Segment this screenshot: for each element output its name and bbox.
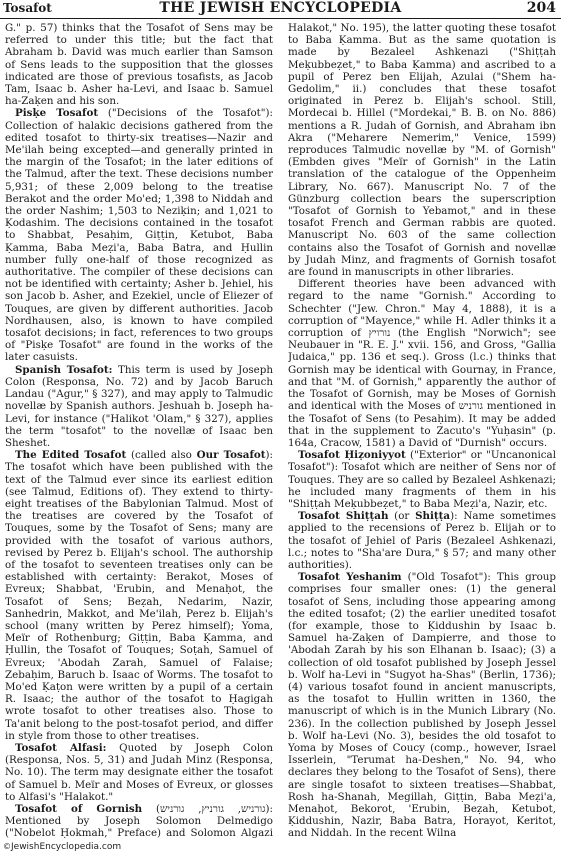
copyright-mark: ©: [3, 842, 11, 851]
footer-site[interactable]: JewishEncyclopedia.com: [11, 842, 122, 852]
entry-heading: Tosafot Ḥiẓoniyyot: [298, 449, 406, 462]
entry-heading: Tosafot Alfasi:: [15, 741, 107, 754]
entry-heading: Tosafot of Gornish: [15, 803, 143, 815]
entry-heading: Tosafot Shiṭṭah: [298, 510, 389, 523]
entry-text: ): The tosafot which have been published with the text of the Talmud ever since its earliest edition (see Talmud, Editions of). They extend to thirty-eight treatises of the Babylonian Talmud. Most of the treatises are covered by the Tosafot of Touques, some by the Tosafot of Sens; many are provided with the tosafot of various authors, revised by Perez b. Elijah's school. The authorship of the tosafot to seventeen treatises only can be established with certainty: Berakot, Moses of Evreux; Shabbat, 'Erubin, and Menaḥot, the Tosafot of Sens; Beẓah, Nedarim, Nazir, Sanhedrin, Makkot, and Me'ilah, Perez b. Elijah's school (many written by Perez himself); Yoma, Meïr of Rothenburg; Giṭṭin, Baba Ḳamma, and Ḥullin, the Tosafot of Touques; Soṭah, Samuel of Evreux; 'Abodah Zarah, Samuel of Falaise; Zebaḥim, Baruch b. Isaac of Worms. The tosafot to Mo'ed Ḳaṭon were written by a pupil of a certain R. Isaac; the author of the tosafot to Ḥagigah wrote tosafot to other treatises also. Those to Ta'anit belong to the post-tosafot period, and differ in style from those to other treatises.: [5, 449, 273, 742]
page-title: THE JEWISH ENCYCLOPEDIA: [159, 0, 402, 16]
entry-text: Mentioned by Joseph Solomon Delmedigo ("Nobelot Ḥokmah," Preface) and Solomon Algazi: [5, 815, 273, 840]
entry-text: Different theories have been advanced with regard to the name "Gornish." According to Schechter ("Jew. Chron." May 4, 1888), it is a corruption of "Mayence," while H. Adler thinks it a corruption of נורויץ (the English "Norwich"; see Neubauer in "R. E. J." xvii. 156, and Gross, "Gallia Judaica," pp. 136 et seq.). Gross (l.c.) thinks that Gornish may be identical with Gournay, in France, and that "M. of Gornish," apparently the author of the Tosafot of Gornish, may be Moses of Gornish and identical with the Moses of גורניש mentioned in the Tosafot of Sens (to Pesaḥim). It may be added that in the supplement to Zacuto's "Yuḥasin" (p. 164a, Cracow, 1581) a David of "Durnish" occurs.: [288, 278, 556, 449]
article-entry: [5, 107, 273, 363]
article-entry: [5, 364, 273, 449]
entry-heading: Spanish Tosafot:: [15, 363, 113, 376]
article-entry: [5, 742, 273, 803]
header-rule: [0, 18, 561, 19]
entry-heading: The Edited Tosafot: [15, 449, 127, 462]
entry-heading-note: (called also: [126, 449, 197, 462]
entry-heading-alt: Shiṭṭa: [415, 510, 451, 523]
entry-text: This term is used by Joseph Colon (Responsa, No. 72) and by Jacob Baruch Landau ("Agur," § 327), and may apply to Talmudic novellæ by Spanish authors. Jeshuah b. Joseph ha-Levi, for instance ("Halikot 'Olam," § 327), applies the term "tosafot" to the novellæ of Isaac ben Sheshet.: [5, 363, 273, 449]
paragraph: [288, 278, 556, 449]
entry-heading: Pisḳe Tosafot: [15, 107, 99, 120]
entry-text: ("Decisions of the Tosafot"): Collection of halakic decisions gathered from the edited tosafot to thirty-six treatises—Nazir and Me'ilah being excepted—and generally printed in the margin of the Tosafot; in the later editions of the Talmud, after the text. These decisions number 5,931; of these 2,009 belong to the treatise Berakot and the order Mo'ed; 1,398 to Niddah and the order Nashim; 1,503 to Neziḳin; and 1,021 to Ḳodashim. The decisions contained in the tosafot to Shabbat, Pesaḥim, Giṭṭin, Ketubot, Baba Ḳamma, Baba Meẓi'a, Baba Batra, and Ḥullin number fully one-half of those recognized as authoritative. The compiler of these decisions can not be identified with certainty; Asher b. Jehiel, his son Jacob b. Asher, and Ezekiel, uncle of Eliezer of Touques, are given by different authorities. Jacob Nordhausen, also, is known to have compiled tosafot decisions; in fact, references to two groups of "Pisḳe Tosafot" are found in the works of the later casuists.: [5, 107, 273, 364]
entry-heading-note: (or: [388, 510, 416, 523]
entry-text: ("Exterior" or "Uncanonical Tosafot"): Tosafot which are neither of Sens nor of Touques. They are so called by Bezaleel Ashkenazi; he included many fragments of them in his "Shiṭṭah Meḳubbeẓet," to Baba Meẓi'a, Nazir, etc.: [288, 449, 556, 510]
running-head: Tosafot: [3, 1, 52, 15]
article-entry: [5, 449, 273, 742]
entry-heading-alt: Our Tosafot: [196, 449, 266, 462]
entry-text: ): Name sometimes applied to the recensions of Perez b. Elijah or to the tosafot of Jehiel of Paris (Bezaleel Ashkenazi, l.c.; notes to "Sha'are Dura," § 57; and many other authorities).: [288, 510, 556, 571]
paragraph: [288, 22, 556, 278]
left-column: [5, 22, 273, 840]
entry-text: Quoted by Joseph Colon (Responsa, Nos. 5, 31) and Judah Minz (Responsa, No. 10). The term may designate either the tosafot of Samuel b. Meïr and Moses of Evreux, or glosses to Alfasi's "Halakot.": [5, 741, 273, 803]
entry-heading-note: (גורניש, גורניץ, גורניש):: [142, 803, 273, 815]
right-column: [288, 22, 556, 840]
entry-text: G." p. 57) thinks that the Tosafot of Sens may be referred to under this title; but the fact that Abraham b. David was much earlier than Samson of Sens leads to the supposition that the glosses indicated are those of previous tosafists, as Jacob Tam, Isaac b. Asher ha-Levi, and Isaac b. Samuel ha-Zaḳen and his son.: [5, 22, 273, 108]
entry-heading: Tosafot Yeshanim: [298, 571, 402, 584]
entry-text: Halakot," No. 195), the latter quoting these tosafot to Baba Ḳamma. But as the same quotation is made by Bezaleel Ashkenazi ("Shiṭṭah Meḳubbeẓet," to Baba Ḳamma) and ascribed to a pupil of Perez ben Elijah, Azulai ("Shem ha-Gedolim," ii.) concludes that these tosafot originated in Perez b. Elijah's school. Still, Mordecai b. Hillel ("Mordekai," B. B. on No. 886) mentions a R. Judah of Gornish, and Abraham ibn Akra ("Meharere Nemerim," Venice, 1599) reproduces Talmudic novellæ by "M. of Gornish" (Embden gives "Meïr of Gornish" in the Latin translation of the catalogue of the Oppenheim Library, No. 667). Manuscript No. 7 of the Günzburg collection bears the superscription "Tosafot of Gornish to Yebamot," and in these tosafot French and German rabbis are quoted. Manuscript No. 603 of the same collection contains also the Tosafot of Gornish and novellæ by Judah Minz, and fragments of Gornish tosafot are found in manuscripts in other libraries.: [288, 22, 556, 279]
page-number: 204: [526, 0, 556, 16]
entry-text: ("Old Tosafot"): This group comprises four smaller ones: (1) the general tosafot of Sens, including those appearing among the edited tosafot; (2) the earlier unedited tosafot (for example, those to Ḳiddushin by Isaac b. Samuel ha-Zaḳen of Dampierre, and those to 'Abodah Zarah by his son Elhanan b. Isaac); (3) a collection of old tosafot published by Joseph Jessel b. Wolf ha-Levi in "Sugyot ha-Shas" (Berlin, 1736); (4) various tosafot found in ancient manuscripts, as the tosafot to Ḥullin written in 1360, the manuscript of which is in the Munich Library (No. 236). In the collection published by Joseph Jessel b. Wolf ha-Levi (No. 3), besides the old tosafot to Yoma by Moses of Coucy (comp., however, Israel Isserlein, "Terumat ha-Deshen," No. 94, who declares they belong to the Tosafot of Sens), there are single tosafot to sixteen treatises—Shabbat, Rosh ha-Shanah, Megillah, Giṭṭin, Baba Meẓi'a, Menaḥot, Bekorot, 'Erubin, Beẓah, Ketubot, Ḳiddushin, Nazir, Baba Batra, Horayot, Keritot, and Niddah. In the recent Wilna: [288, 571, 556, 840]
page-header: [0, 0, 561, 18]
article-entry: [5, 803, 273, 840]
page-footer: [3, 842, 121, 852]
article-entry: [288, 571, 556, 839]
paragraph: [5, 22, 273, 107]
article-entry: [288, 449, 556, 510]
article-entry: [288, 510, 556, 571]
